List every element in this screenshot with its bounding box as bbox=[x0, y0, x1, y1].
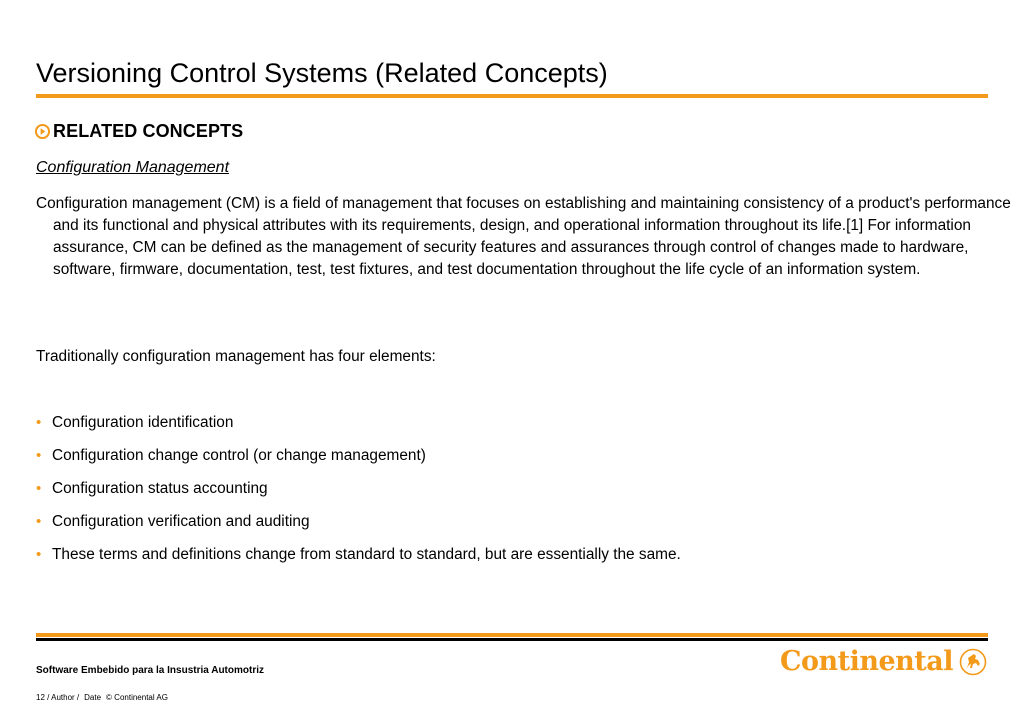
footer-meta bbox=[36, 693, 173, 702]
bullet-dot-icon: • bbox=[36, 414, 42, 431]
list-item: • These terms and definitions change from standard to standard, but are essentially the same. bbox=[36, 544, 681, 577]
footer-copyright: © Continental AG bbox=[106, 693, 168, 702]
horse-emblem-icon bbox=[959, 648, 987, 676]
bullet-list bbox=[36, 412, 681, 577]
section-heading-text: RELATED CONCEPTS bbox=[53, 121, 244, 141]
footer-date: Date bbox=[84, 693, 102, 702]
bullet-dot-icon: • bbox=[36, 546, 42, 563]
bullet-dot-icon: • bbox=[36, 480, 42, 497]
logo-wordmark: Continental bbox=[780, 646, 954, 677]
bullet-dot-icon: • bbox=[36, 447, 42, 464]
footer-course-title: Software Embebido para la Insustria Automotriz bbox=[36, 665, 264, 676]
title-divider bbox=[36, 94, 988, 98]
list-item: • Configuration change control (or change management) bbox=[36, 445, 681, 478]
list-item: • Configuration identification bbox=[36, 412, 681, 445]
footer-divider-orange bbox=[36, 633, 988, 637]
page-title: Versioning Control Systems (Related Concepts) bbox=[36, 58, 608, 88]
bullet-dot-icon: • bbox=[36, 513, 42, 530]
body-paragraph-2: Traditionally configuration management has four elements: bbox=[36, 348, 436, 365]
continental-logo bbox=[780, 646, 987, 677]
section-heading bbox=[35, 121, 243, 142]
list-item: • Configuration verification and auditing bbox=[36, 511, 681, 544]
footer-divider-black bbox=[36, 638, 988, 641]
list-item: • Configuration status accounting bbox=[36, 478, 681, 511]
footer-page: 12 / Author / bbox=[36, 693, 80, 702]
body-paragraph: Configuration management (CM) is a field of management that focuses on establishing and maintaining consistency of a product's performance and its functional and physical attributes with its requirements, design, and operational information throughout its life.[1] For information assurance, CM can be defined as the management of security features and assurances through control of changes made to hardware, software, firmware, documentation, test, test fixtures, and test documentation throughout the life cycle of an information system. bbox=[36, 195, 1011, 278]
arrow-bullet-icon bbox=[35, 124, 50, 139]
subsection-title: Configuration Management bbox=[36, 159, 230, 176]
